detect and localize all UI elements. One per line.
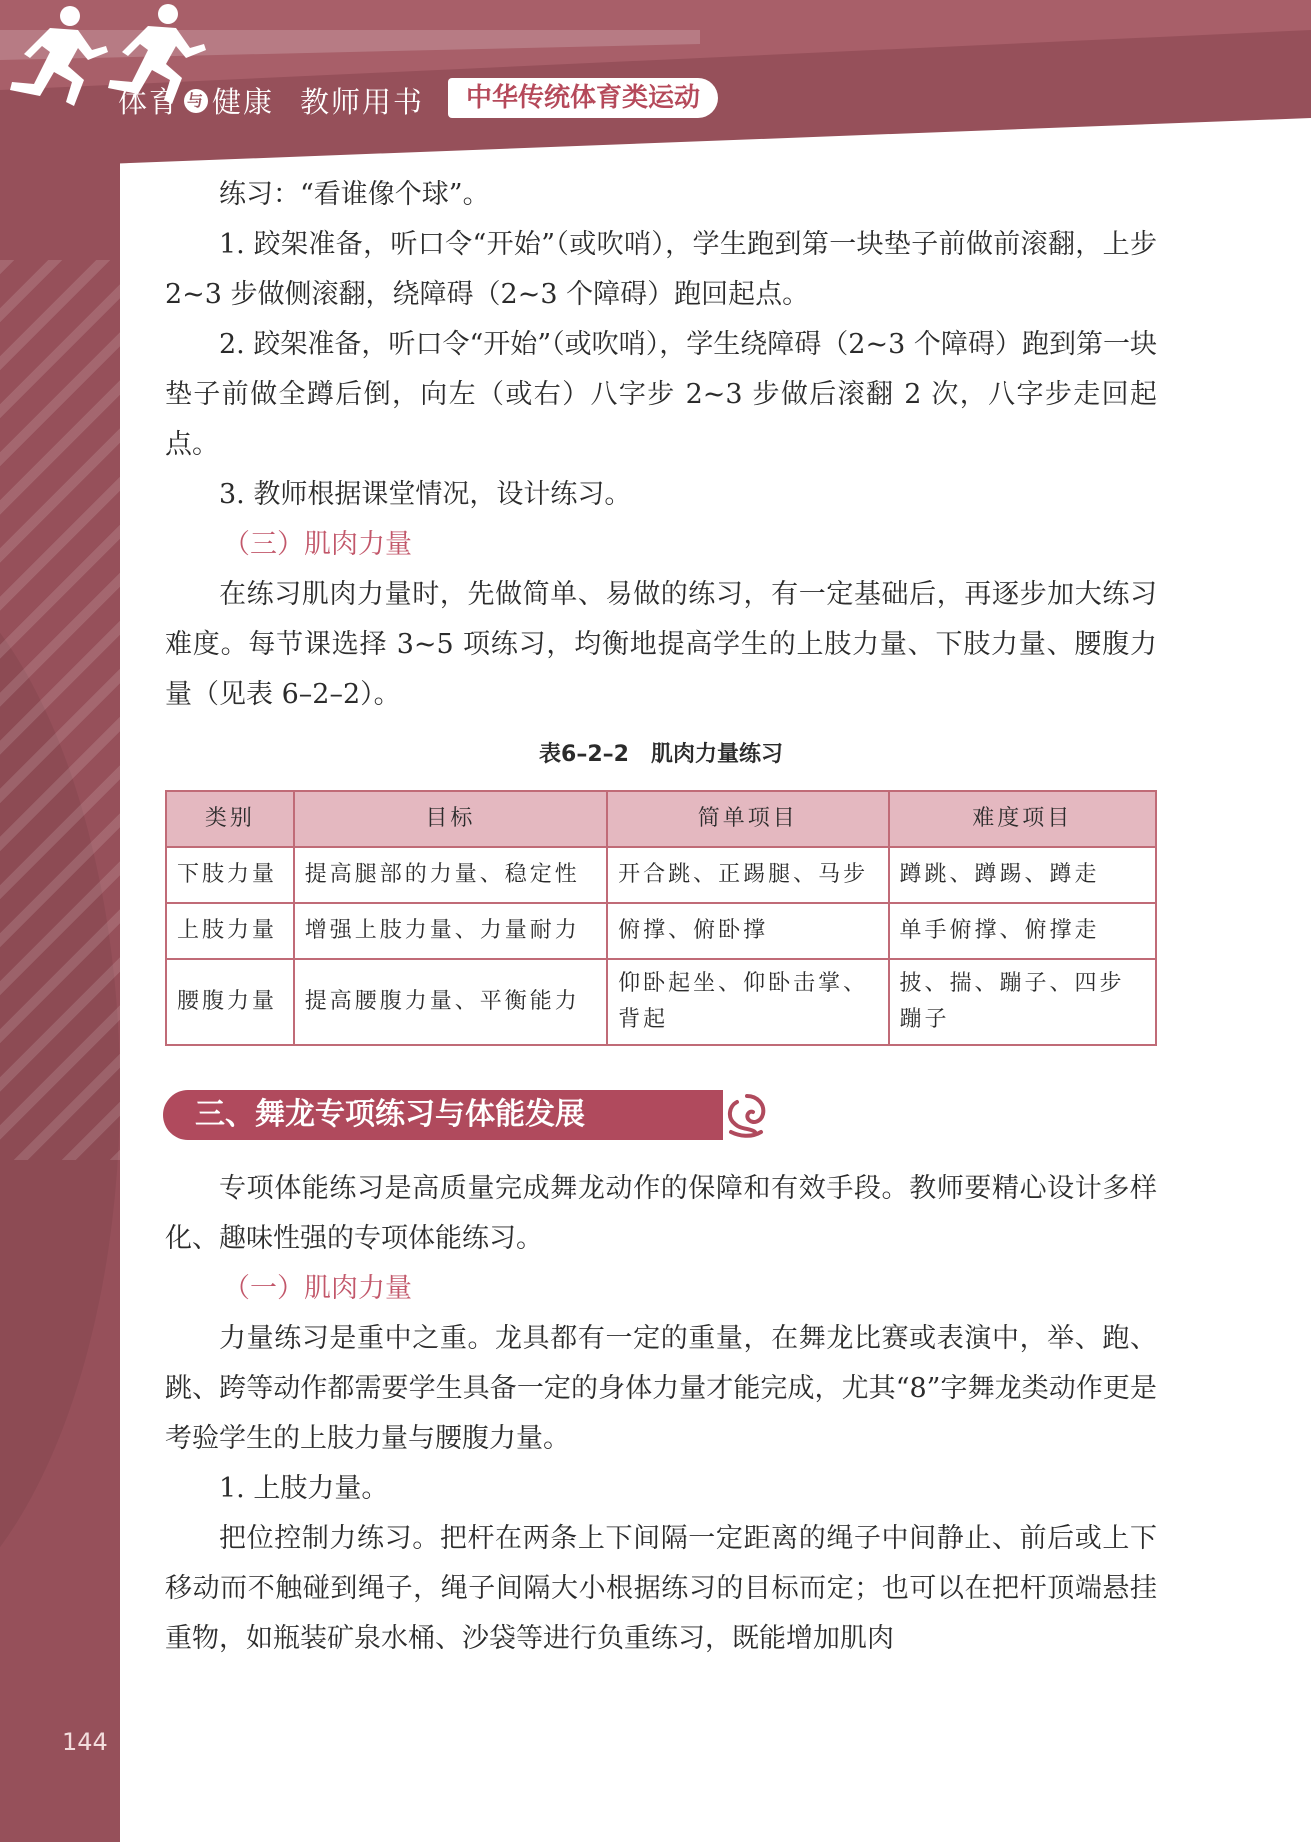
- table-cell: 披、揣、蹦子、四步蹦子: [889, 959, 1156, 1045]
- page-header: [0, 0, 1311, 168]
- paragraph: 1. 上肢力量。: [219, 1473, 389, 1504]
- paragraph: 2. 跤架准备，听口令“开始”（或吹哨），学生绕障碍（2~3 个障碍）跑到第一块垫子前做全蹲后倒，向左（或右）八字步 2~3 步做后滚翻 2 次，八字步走回起点。: [165, 329, 1157, 460]
- table-cell: 提高腰腹力量、平衡能力: [294, 959, 607, 1045]
- sub-heading: （三）肌肉力量: [223, 529, 412, 560]
- paragraph: 3. 教师根据课堂情况，设计练习。: [219, 479, 632, 510]
- table-cell: 增强上肢力量、力量耐力: [294, 903, 607, 959]
- table-row: [166, 847, 1156, 903]
- title-part-a: 体育: [118, 85, 181, 119]
- table-cell: 腰腹力量: [166, 959, 294, 1045]
- table-caption: 表6–2–2 肌肉力量练习: [539, 742, 783, 767]
- paragraph: 在练习肌肉力量时，先做简单、易做的练习，有一定基础后，再逐步加大练习难度。每节课选择 3~5 项练习，均衡地提高学生的上肢力量、下肢力量、腰腹力量（见表 6–2–2）。: [165, 579, 1157, 710]
- column-header: 简单项目: [607, 791, 888, 847]
- table-cell: 下肢力量: [166, 847, 294, 903]
- column-header: 目标: [294, 791, 607, 847]
- column-header: 难度项目: [889, 791, 1156, 847]
- table-cell: 蹲跳、蹲踢、蹲走: [889, 847, 1156, 903]
- table-cell: 上肢力量: [166, 903, 294, 959]
- column-header: 类别: [166, 791, 294, 847]
- table-cell: 俯撑、俯卧撑: [607, 903, 888, 959]
- chapter-tag: 中华传统体育类运动: [448, 78, 718, 118]
- table-cell: 提高腿部的力量、稳定性: [294, 847, 607, 903]
- paragraph: 1. 跤架准备，听口令“开始”（或吹哨），学生跑到第一块垫子前做前滚翻，上步 2~3 步做侧滚翻，绕障碍（2~3 个障碍）跑回起点。: [165, 229, 1157, 310]
- table-cell: 开合跳、正踢腿、马步: [607, 847, 888, 903]
- section-title: 三、舞龙专项练习与体能发展: [195, 1097, 585, 1132]
- muscle-strength-table: [165, 790, 1157, 1046]
- cloud-ornament-icon: [725, 1092, 769, 1138]
- runner-icons: [0, 0, 210, 115]
- table-row: [166, 903, 1156, 959]
- page-content: [165, 170, 1157, 1664]
- section-heading: [163, 1090, 723, 1140]
- paragraph: 专项体能练习是高质量完成舞龙动作的保障和有效手段。教师要精心设计多样化、趣味性强的专项体能练习。: [165, 1173, 1157, 1254]
- table-header-row: [166, 791, 1156, 847]
- paragraph: 力量练习是重中之重。龙具都有一定的重量，在舞龙比赛或表演中，举、跑、跳、跨等动作都需要学生具备一定的身体力量才能完成，尤其“8”字舞龙类动作更是考验学生的上肢力量与腰腹力量。: [165, 1323, 1157, 1454]
- paragraph: 练习：“看谁像个球”。: [219, 179, 490, 210]
- table-cell: 单手俯撑、俯撑走: [889, 903, 1156, 959]
- band-stripes: [0, 260, 120, 1160]
- left-decorative-band: [0, 0, 120, 1842]
- sub-heading: （一）肌肉力量: [223, 1273, 412, 1304]
- page-number: 144: [62, 1728, 108, 1756]
- table-cell: 仰卧起坐、仰卧击掌、背起: [607, 959, 888, 1045]
- paragraph: 把位控制力练习。把杆在两条上下间隔一定距离的绳子中间静止、前后或上下移动而不触碰到绳子，绳子间隔大小根据练习的目标而定；也可以在把杆顶端悬挂重物，如瓶装矿泉水桶、沙袋等进行负重练习，既能增加肌肉: [165, 1523, 1157, 1654]
- title-part-b: 健康: [212, 85, 275, 119]
- title-circle-char: 与: [184, 89, 208, 113]
- title-part-c: 教师用书: [300, 85, 425, 119]
- table-row: [166, 959, 1156, 1045]
